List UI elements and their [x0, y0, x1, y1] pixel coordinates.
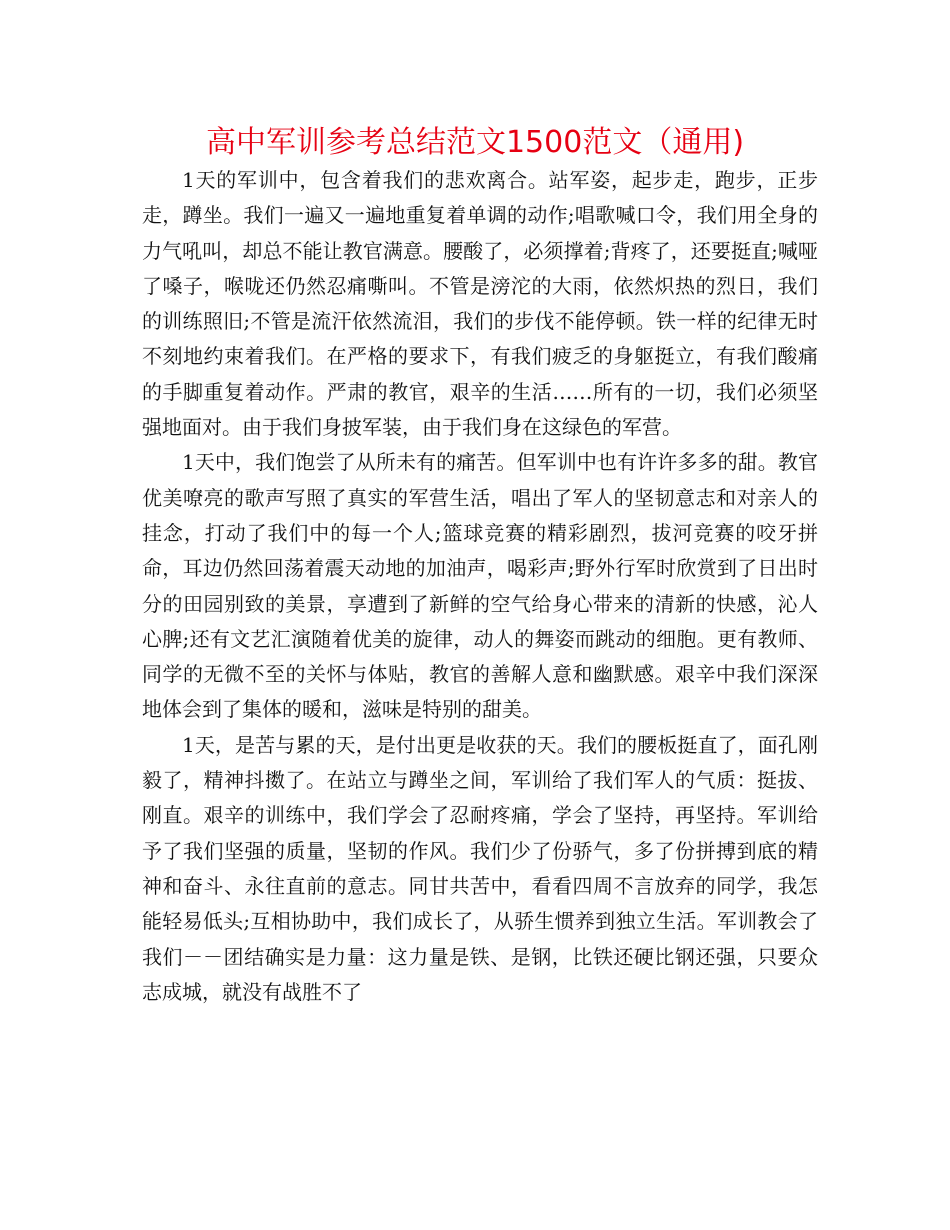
paragraph: 1天的军训中，包含着我们的悲欢离合。站军姿，起步走，跑步，正步走，蹲坐。我们一遍又一遍地重复着单调的动作;唱歌喊口令，我们用全身的力气吼叫，却总不能让教官满意。腰酸了，必须撑着;背疼了，还要挺直;喊哑了嗓子，喉咙还仍然忍痛嘶叫。不管是滂沱的大雨，依然炽热的烈日，我们的训练照旧;不管是流汗依然流泪，我们的步伐不能停顿。铁一样的纪律无时不刻地约束着我们。在严格的要求下，有我们疲乏的身躯挺立，有我们酸痛的手脚重复着动作。严肃的教官，艰辛的生活……所有的一切，我们必须坚强地面对。由于我们身披军装，由于我们身在这绿色的军营。	[142, 168, 818, 440]
document-title: 高中军训参考总结范文1500范文（通用)	[205, 125, 745, 160]
paragraph: 1天，是苦与累的天，是付出更是收获的天。我们的腰板挺直了，面孔刚毅了，精神抖擞了。在站立与蹲坐之间，军训给了我们军人的气质：挺拔、刚直。艰辛的训练中，我们学会了忍耐疼痛，学会了坚持，再坚持。军训给予了我们坚强的质量，坚韧的作风。我们少了份骄气，多了份拼搏到底的精神和奋斗、永往直前的意志。同甘共苦中，看看四周不言放弃的同学，我怎能轻易低头;互相协助中，我们成长了，从骄生惯养到独立生活。军训教会了我们－－团结确实是力量：这力量是铁、是钢，比铁还硬比钢还强，只要众志成城，就没有战胜不了	[142, 732, 818, 1004]
document-body	[142, 163, 818, 1010]
paragraph: 1天中，我们饱尝了从所未有的痛苦。但军训中也有许许多多的甜。教官优美嘹亮的歌声写照了真实的军营生活，唱出了军人的坚韧意志和对亲人的挂念，打动了我们中的每一个人;篮球竞赛的精彩剧烈，拔河竞赛的咬牙拼命，耳边仍然回荡着震天动地的加油声，喝彩声;野外行军时欣赏到了日出时分的田园别致的美景，享遭到了新鲜的空气给身心带来的清新的快感，沁人心脾;还有文艺汇演随着优美的旋律，动人的舞姿而跳动的细胞。更有教师、同学的无微不至的关怀与体贴，教官的善解人意和幽默感。艰辛中我们深深地体会到了集体的暖和，滋味是特别的甜美。	[142, 450, 818, 722]
